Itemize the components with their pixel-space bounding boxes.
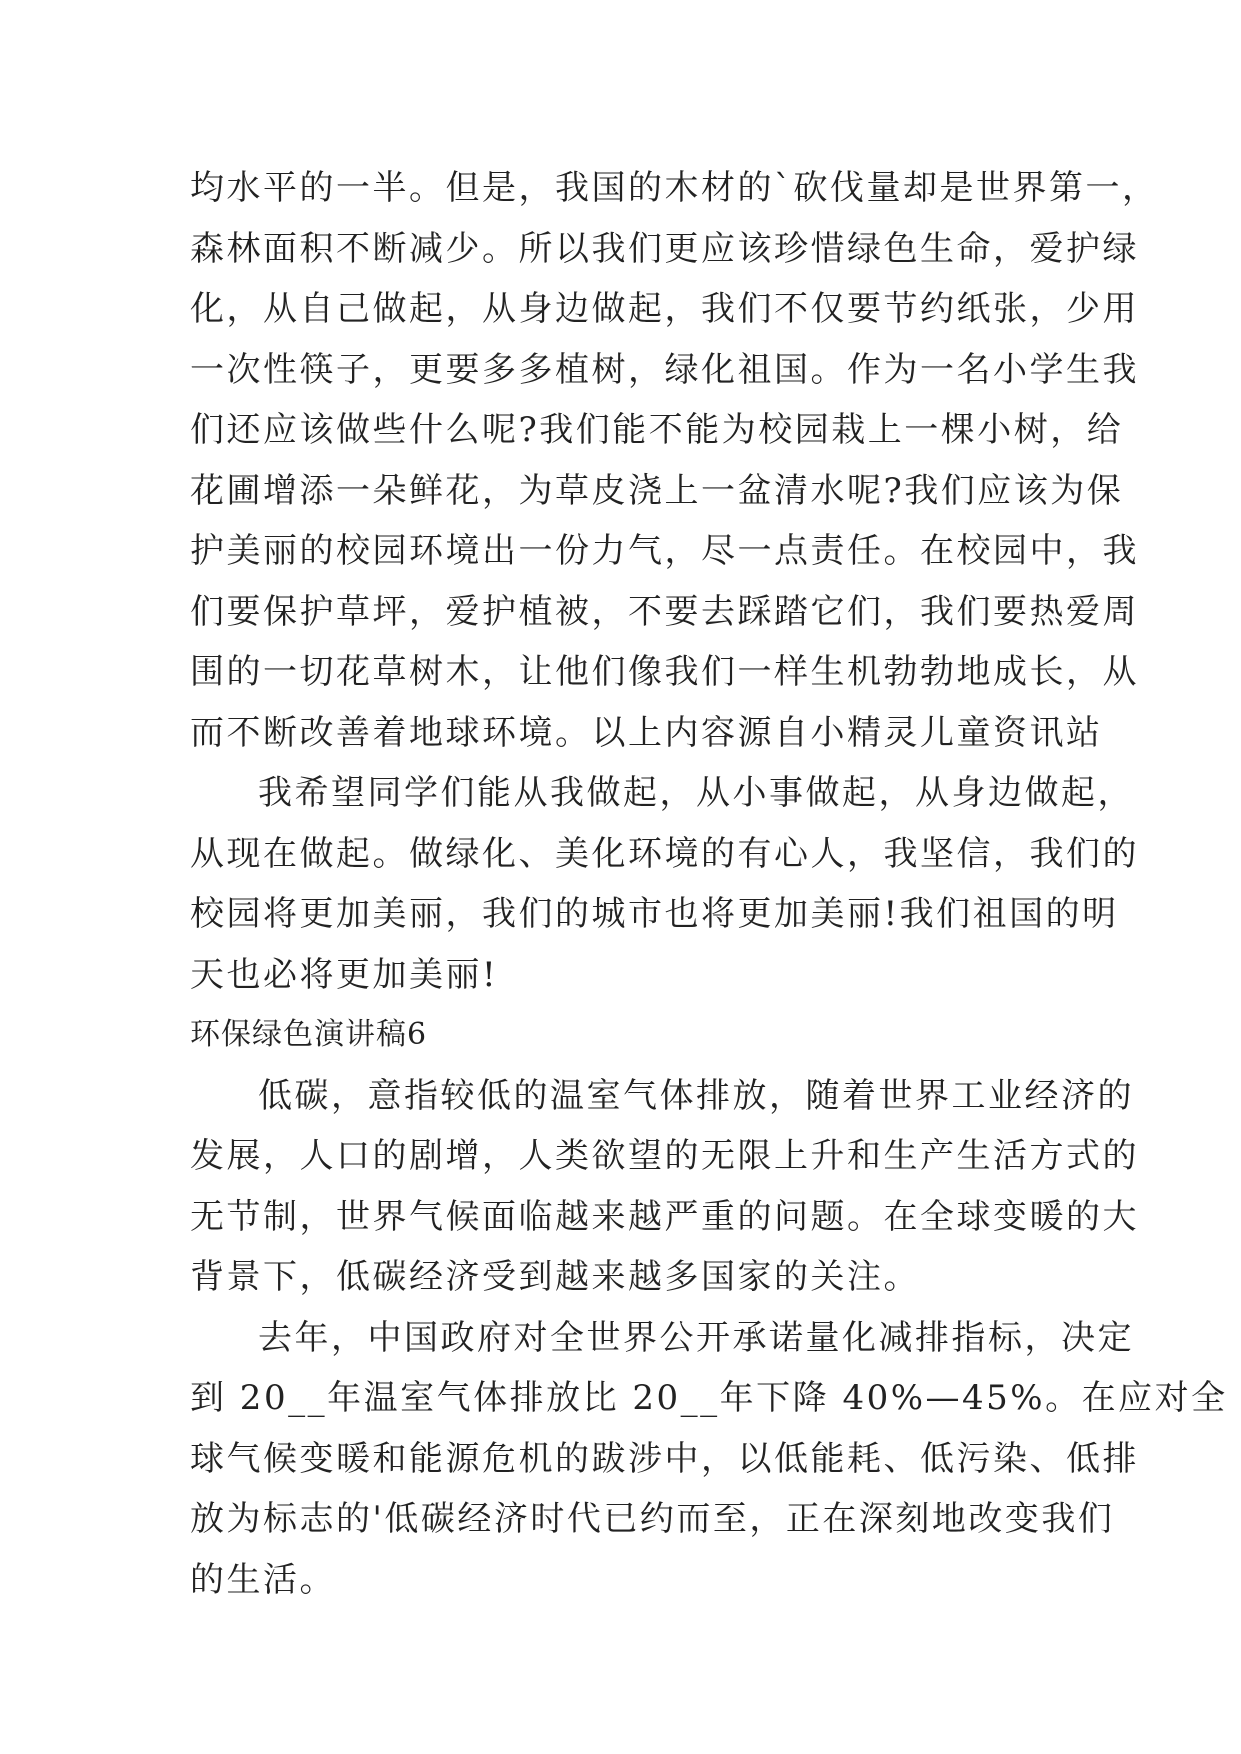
text-line: 无节制，世界气候面临越来越严重的问题。在全球变暖的大	[190, 1196, 1139, 1237]
paragraph-3	[190, 1066, 1139, 1308]
text-line: 护美丽的校园环境出一份力气，尽一点责任。在校园中，我	[190, 531, 1139, 571]
text-line: 们要保护草坪，爱护植被，不要去踩踏它们，我们要热爱周	[190, 591, 1139, 632]
text-line: 放为标志的'低碳经济时代已约而至，正在深刻地改变我们	[190, 1499, 1115, 1539]
text-line: 到 20__年温室气体排放比 20__年下降 40%—45%。在应对全	[190, 1378, 1228, 1418]
paragraph-4	[190, 1308, 1228, 1611]
text-line: 校园将更加美丽，我们的城市也将更加美丽!我们祖国的明	[190, 894, 1119, 934]
text-line: 均水平的一半。但是，我国的木材的`砍伐量却是世界第一，	[190, 168, 1159, 208]
text-line: 球气候变暖和能源危机的跋涉中，以低能耗、低污染、低排	[190, 1438, 1139, 1479]
text-line: 背景下，低碳经济受到越来越多国家的关注。	[190, 1257, 920, 1297]
text-line: 而不断改善着地球环境。以上内容源自小精灵儿童资讯站	[190, 712, 1103, 753]
text-line: 去年，中国政府对全世界公开承诺量化减排指标，决定	[258, 1317, 1134, 1358]
text-line: 从现在做起。做绿化、美化环境的有心人，我坚信，我们的	[190, 833, 1139, 874]
text-line: 化，从自己做起，从身边做起，我们不仅要节约纸张，少用	[190, 289, 1139, 329]
document-body	[190, 158, 1228, 1610]
text-line: 森林面积不断减少。所以我们更应该珍惜绿色生命，爱护绿	[190, 228, 1139, 269]
section-title: 环保绿色演讲稿6	[190, 1017, 428, 1052]
text-line: 们还应该做些什么呢?我们能不能为校园栽上一棵小树，给	[190, 410, 1124, 450]
paragraph-2	[190, 763, 1139, 1005]
text-line: 的生活。	[190, 1559, 336, 1600]
text-line: 围的一切花草树木，让他们像我们一样生机勃勃地成长，从	[190, 652, 1139, 692]
text-line: 天也必将更加美丽!	[190, 954, 499, 995]
text-line: 一次性筷子，更要多多植树，绿化祖国。作为一名小学生我	[190, 349, 1139, 390]
text-line: 花圃增添一朵鲜花，为草皮浇上一盆清水呢?我们应该为保	[190, 470, 1124, 511]
paragraph-1	[190, 158, 1159, 763]
text-line: 发展，人口的剧增，人类欲望的无限上升和生产生活方式的	[190, 1136, 1139, 1176]
text-line: 我希望同学们能从我做起，从小事做起，从身边做起，	[258, 773, 1134, 813]
text-line: 低碳，意指较低的温室气体排放，随着世界工业经济的	[258, 1075, 1134, 1116]
